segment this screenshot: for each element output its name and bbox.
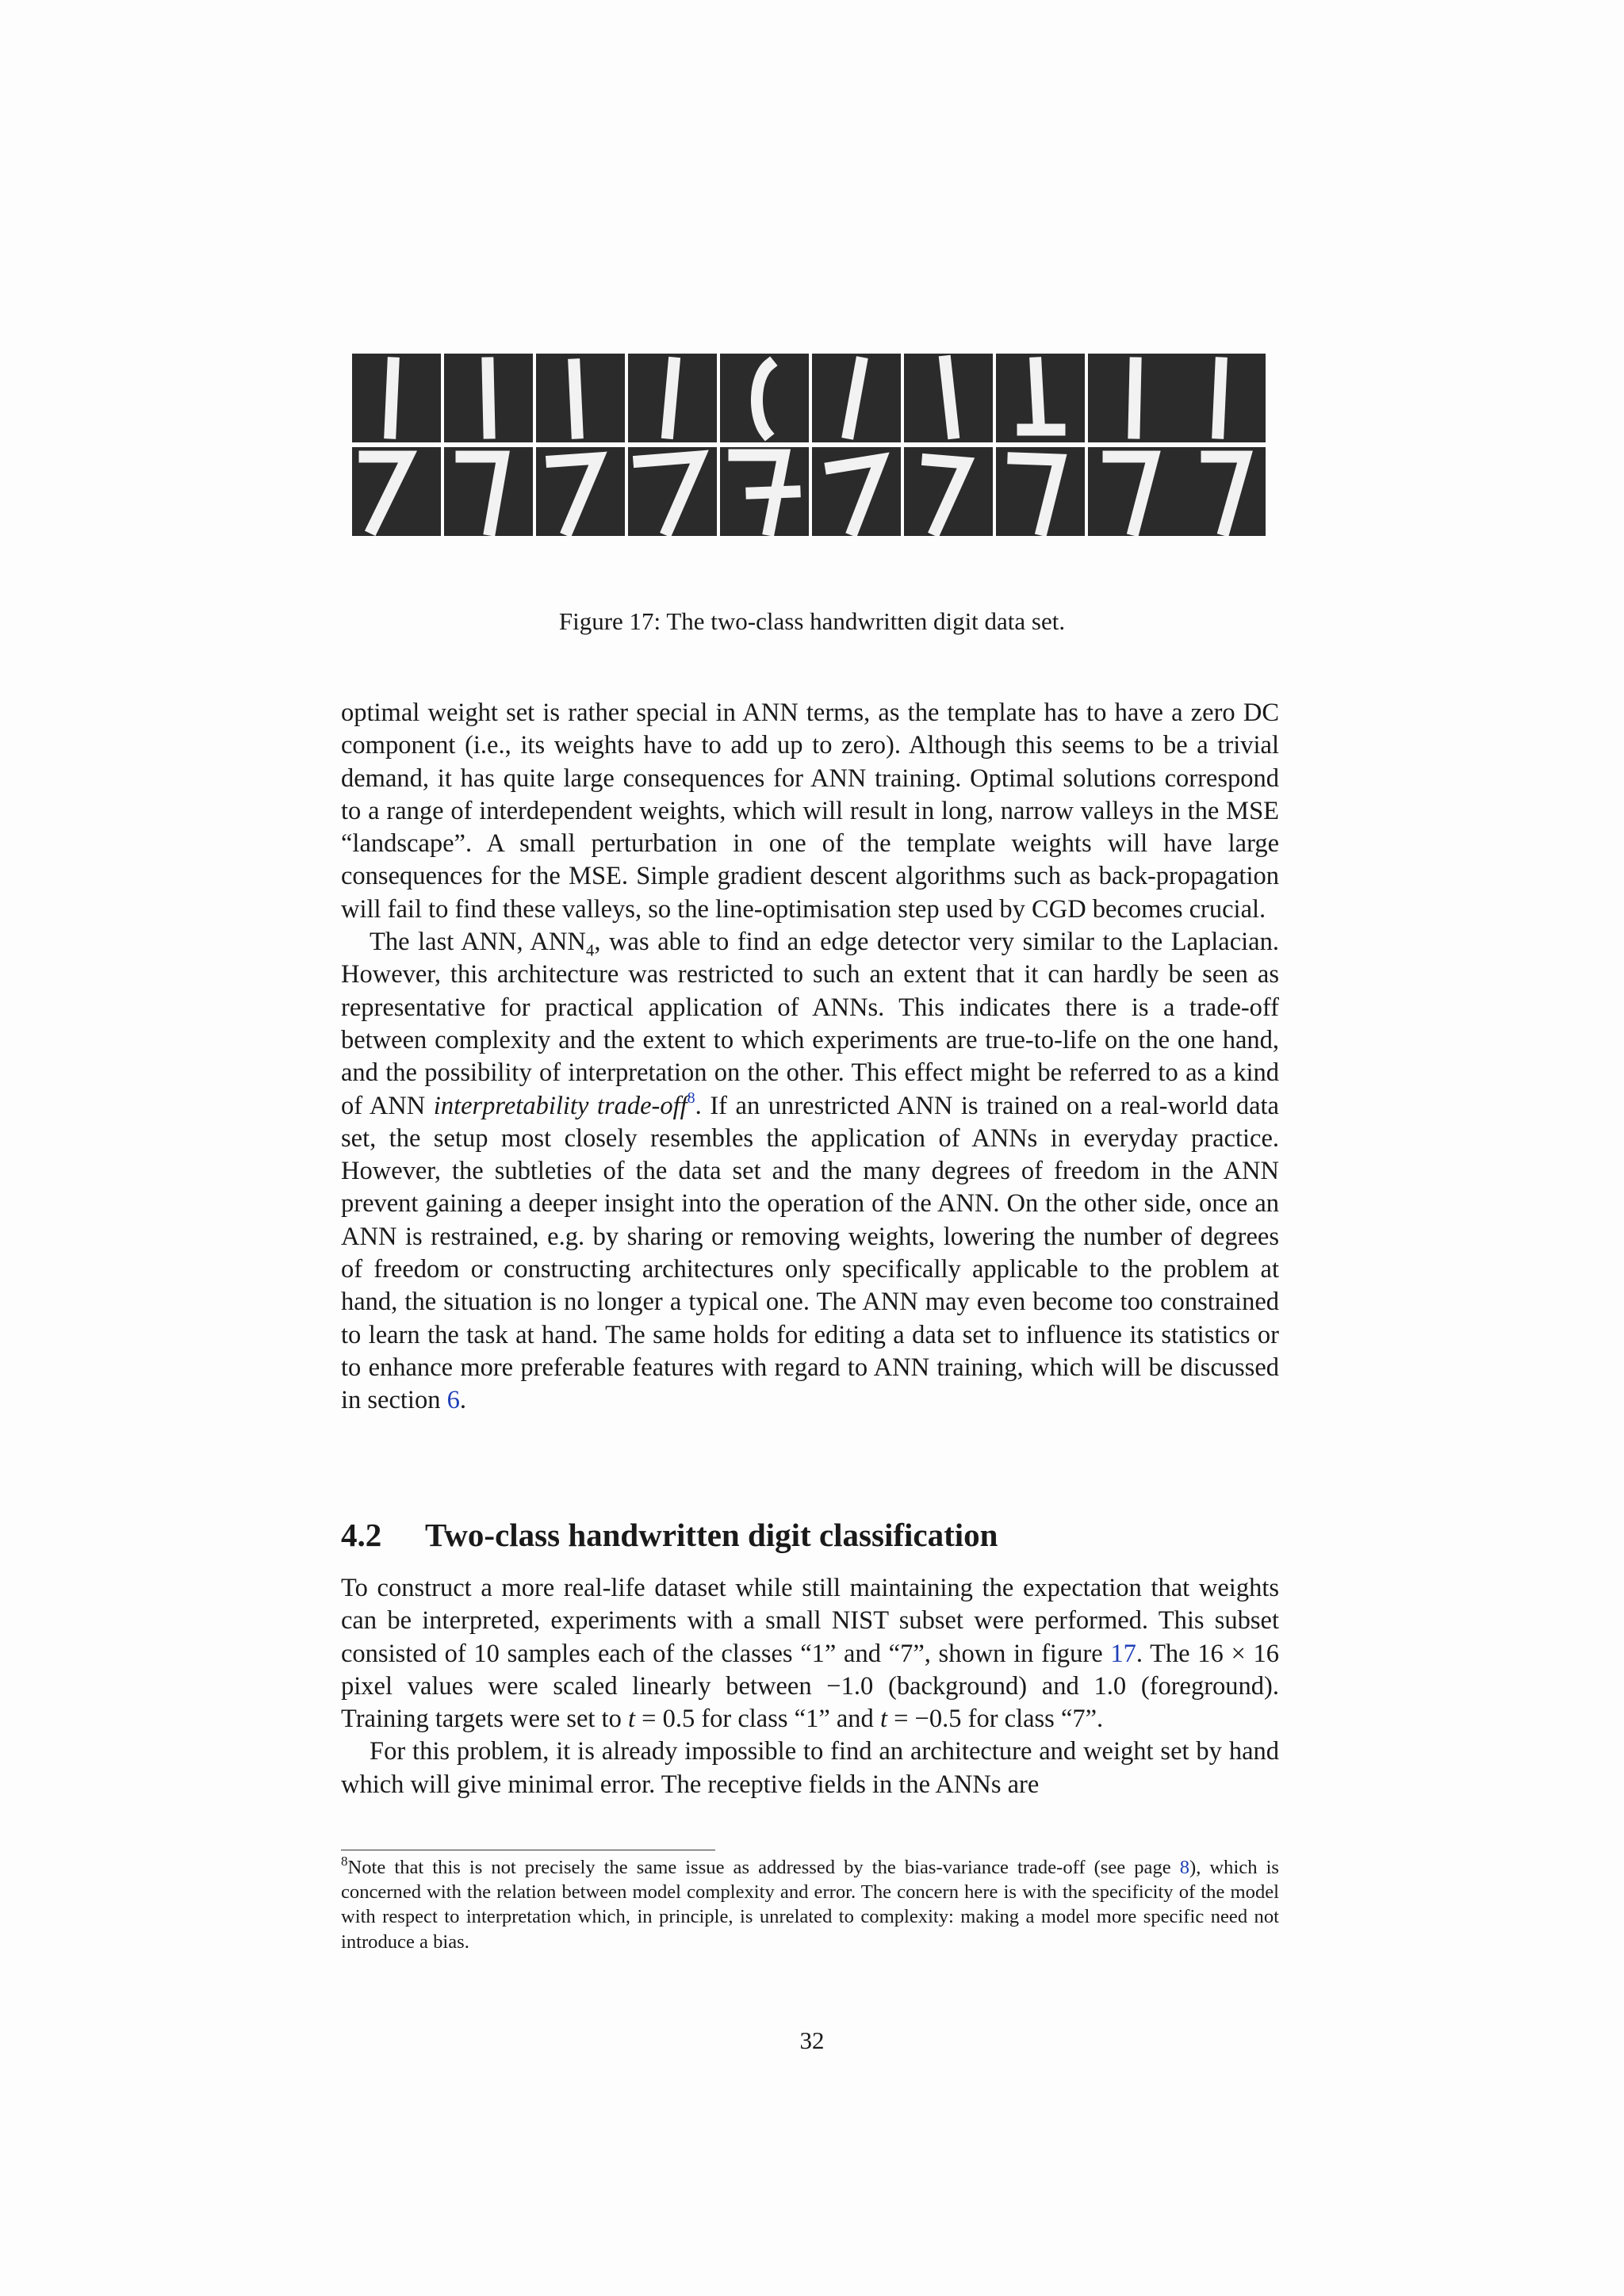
digit-sample-one-glyph	[536, 354, 625, 442]
digit-sample-one-glyph	[444, 354, 533, 442]
digit-sample-one-stroke	[390, 363, 393, 433]
digit-sample-seven-glyph	[628, 447, 717, 536]
digit-sample-seven	[628, 447, 717, 536]
digit-sample-seven	[536, 447, 625, 536]
digit-sample-one-glyph	[904, 354, 993, 442]
digit-row-sevens	[352, 447, 1266, 536]
body-text-1	[341, 697, 1279, 1418]
paragraph-3-text: = −0.5 for class “7”.	[887, 1705, 1104, 1734]
paragraph-3-text: . The 16 × 16 pixel values were scaled linearly between −1.0 (background) and 1.0 (foreground). Training targets were set to	[341, 1639, 1279, 1734]
digit-sample-seven-glyph	[536, 447, 625, 536]
digit-sample-one	[904, 354, 993, 442]
emphasis-term: interpretability trade-off	[433, 1091, 688, 1120]
digit-sample-one-stroke	[668, 363, 674, 433]
paragraph-3	[341, 1572, 1279, 1735]
digit-sample-one	[1177, 354, 1266, 442]
digit-sample-one-stroke	[574, 365, 577, 433]
footnote-text: Note that this is not precisely the same issue as addressed by the bias-variance trade-off (see page	[347, 1857, 1180, 1878]
digit-sample-seven-stroke	[1109, 457, 1153, 530]
digit-sample-one-stroke	[1023, 363, 1059, 430]
digit-sample-seven	[444, 447, 533, 536]
footnote	[341, 1855, 1279, 1954]
digit-sample-one-stroke	[848, 363, 861, 433]
digit-sample-seven-stroke	[1013, 458, 1059, 530]
digit-sample-one	[352, 354, 441, 442]
digit-sample-one	[1088, 354, 1177, 442]
digit-sample-one-stroke	[1218, 363, 1221, 433]
digit-sample-one	[996, 354, 1085, 442]
paragraph-2-text: , was able to find an edge detector very similar to the Laplacian. However, this architecture was restricted to such an extent that it can hardly be seen as representative for practical application of ANNs. This indicates there is a trade-off between complexity and the extent to which experiments are true-to-life on the one hand, and the possibility of interpretation on the other. This effect might be referred to as a kind of ANN	[341, 928, 1279, 1120]
page-number: 32	[799, 2026, 825, 2054]
digit-sample-one	[444, 354, 533, 442]
digit-sample-seven-stroke	[734, 455, 795, 530]
section-heading	[341, 1516, 998, 1554]
digit-sample-one-glyph	[628, 354, 717, 442]
digit-row-ones	[352, 354, 1266, 442]
digit-sample-seven-stroke	[639, 457, 699, 530]
digit-sample-seven	[352, 447, 441, 536]
digit-sample-seven-stroke	[552, 458, 598, 530]
math-variable: t	[627, 1705, 635, 1734]
math-variable: t	[879, 1705, 887, 1734]
body-text-2	[341, 1572, 1279, 1801]
paragraph-3-text: = 0.5 for class “1” and	[635, 1705, 880, 1734]
digit-figure	[352, 354, 1266, 536]
figure-caption: Figure 17: The two-class handwritten digit data set.	[558, 607, 1066, 635]
digit-sample-one-stroke	[1134, 363, 1136, 433]
digit-sample-seven	[1177, 447, 1266, 536]
paragraph-2-text: .	[459, 1386, 466, 1415]
paragraph-4: For this problem, it is already impossible to find an architecture and weight set by hand which will give minimal error. The receptive fields in the ANNs are	[341, 1737, 1279, 1799]
digit-sample-one-glyph	[812, 354, 901, 442]
paragraph-2	[341, 926, 1279, 1417]
digit-sample-one	[628, 354, 717, 442]
digit-sample-seven-stroke	[831, 460, 880, 530]
digit-sample-seven-stroke	[928, 460, 966, 530]
digit-sample-seven-glyph	[996, 447, 1085, 536]
digit-sample-seven-stroke	[462, 457, 503, 530]
digit-sample-seven-stroke	[1207, 457, 1245, 530]
section-title: Two-class handwritten digit classification	[425, 1517, 998, 1553]
digit-sample-one-glyph	[1177, 354, 1266, 442]
footnote-mark: 8	[341, 1854, 348, 1869]
digit-sample-seven	[720, 447, 809, 536]
digit-sample-one-stroke	[945, 362, 953, 433]
digit-sample-one-stroke	[488, 363, 489, 433]
digit-sample-seven	[812, 447, 901, 536]
digit-sample-seven	[996, 447, 1085, 536]
digit-sample-seven-glyph	[812, 447, 901, 536]
digit-sample-seven-glyph	[444, 447, 533, 536]
page-link[interactable]: 8	[1179, 1857, 1190, 1878]
digit-sample-seven-glyph	[720, 447, 809, 536]
digit-sample-one	[536, 354, 625, 442]
footnote-text: ), which is concerned with the relation between model complexity and error. The concern here is with the specificity of the model with respect to interpretation which, in principle, is unrelated to complexity: making a model more specific need not introduce a bias.	[341, 1857, 1279, 1953]
digit-sample-seven-glyph	[352, 447, 441, 536]
digit-sample-one	[720, 354, 809, 442]
digit-sample-seven	[904, 447, 993, 536]
paragraph-2-text: . If an unrestricted ANN is trained on a real-world data set, the setup most closely resembles the application of ANNs in everyday practice. However, the subtleties of the data set and the many degrees of freedom in the ANN prevent gaining a deeper insight into the operation of the ANN. On the other side, once an ANN is restrained, e.g. by sharing or removing weights, lowering the number of degrees of freedom or constructing architectures only specifically applicable to the problem at hand, the situation is no longer a typical one. The ANN may even become too constrained to learn the task at hand. The same holds for editing a data set to influence its statistics or to enhance more preferable features with regard to ANN training, which will be discussed in section	[341, 1091, 1279, 1415]
digit-sample-seven-glyph	[904, 447, 993, 536]
digit-sample-seven-glyph	[1177, 447, 1266, 536]
paragraph-1: optimal weight set is rather special in ANN terms, as the template has to have a zero DC component (i.e., its weights have to add up to zero). Although this seems to be a trivial demand, it has quite large consequences for ANN training. Optimal solutions correspond to a range of interdependent weights, which will result in long, narrow valleys in the MSE “landscape”. A small perturbation in one of the template weights will have large consequences for the MSE. Simple gradient descent algorithms such as back-propagation will fail to find these valleys, so the line-optimisation step used by CGD becomes crucial.	[341, 698, 1279, 924]
digit-sample-one-glyph	[720, 354, 809, 442]
digit-sample-seven-stroke	[365, 457, 408, 528]
ann-subscript: 4	[585, 940, 595, 960]
digit-sample-one-glyph	[996, 354, 1085, 442]
digit-sample-one	[812, 354, 901, 442]
figure-link[interactable]: 17	[1110, 1639, 1136, 1668]
digit-sample-one-glyph	[1088, 354, 1177, 442]
digit-sample-one-glyph	[352, 354, 441, 442]
footnote-link[interactable]: 8	[687, 1089, 695, 1107]
digit-sample-seven	[1088, 447, 1177, 536]
paragraph-2-text: The last ANN, ANN	[370, 928, 586, 957]
section-number: 4.2	[341, 1517, 382, 1553]
digit-sample-one-stroke	[756, 365, 769, 433]
digit-sample-seven-glyph	[1088, 447, 1177, 536]
paragraph-3-text: To construct a more real-life dataset while still maintaining the expectation that weights can be interpreted, experiments with a small NIST subset were performed. This subset consisted of 10 samples each of the classes “1” and “7”, shown in figure	[341, 1574, 1279, 1668]
section-link[interactable]: 6	[446, 1386, 460, 1415]
